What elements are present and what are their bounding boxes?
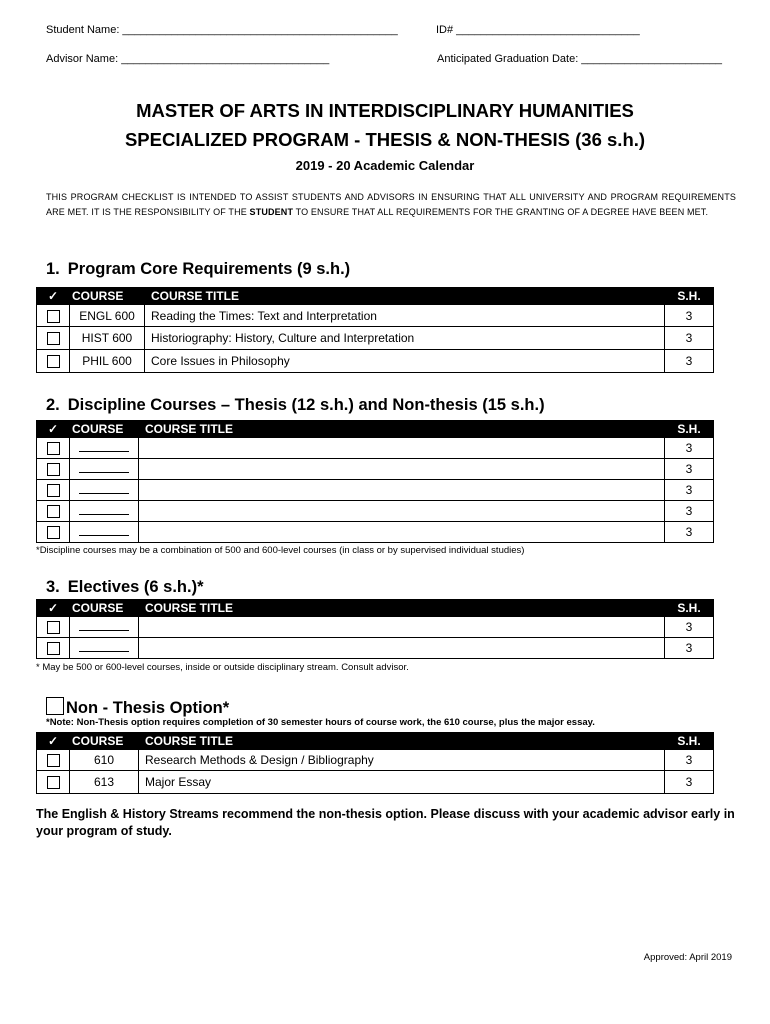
course-title: Reading the Times: Text and Interpretation	[145, 305, 665, 327]
check-header: ✓	[37, 733, 70, 750]
course-sh: 3	[665, 750, 714, 771]
intro-bold: STUDENT	[249, 207, 294, 217]
course-sh: 3	[665, 480, 714, 501]
section3-title: Electives (6 s.h.)*	[67, 578, 204, 596]
course-title-header: COURSE TITLE	[139, 600, 665, 617]
course-sh: 3	[665, 638, 714, 659]
checkbox[interactable]	[47, 355, 60, 368]
checkbox[interactable]	[47, 621, 60, 634]
check-header: ✓	[37, 288, 70, 305]
course-title-blank[interactable]	[139, 459, 665, 480]
course-code: ENGL 600	[70, 305, 145, 327]
table-row	[37, 750, 714, 771]
checkbox[interactable]	[47, 463, 60, 476]
intro-text-2: TO ENSURE THAT ALL REQUIREMENTS FOR THE GRANTING OF A DEGREE HAVE BEEN MET.	[295, 207, 709, 217]
table-header-row	[37, 733, 714, 750]
course-header: COURSE	[70, 288, 145, 305]
course-header: COURSE	[70, 421, 139, 438]
graduation-date-field[interactable]: Anticipated Graduation Date: _______________________	[437, 53, 723, 65]
course-title-blank[interactable]	[139, 617, 665, 638]
course-sh: 3	[665, 438, 714, 459]
check-header: ✓	[37, 421, 70, 438]
section2-heading	[46, 396, 545, 415]
checkbox-cell[interactable]	[37, 459, 70, 480]
sh-header: S.H.	[665, 733, 714, 750]
course-code: 610	[70, 750, 139, 771]
course-header: COURSE	[70, 600, 139, 617]
checkbox-cell[interactable]	[37, 480, 70, 501]
sh-header: S.H.	[665, 600, 714, 617]
course-title-header: COURSE TITLE	[145, 288, 665, 305]
table-header-row	[37, 600, 714, 617]
course-blank[interactable]	[70, 480, 139, 501]
checkbox[interactable]	[47, 484, 60, 497]
table-header-row	[37, 421, 714, 438]
course-sh: 3	[665, 501, 714, 522]
checkbox-cell[interactable]	[37, 617, 70, 638]
table-header-row	[37, 288, 714, 305]
table-row	[37, 438, 714, 459]
checkbox[interactable]	[47, 442, 60, 455]
sh-header: S.H.	[665, 421, 714, 438]
course-title-blank[interactable]	[139, 480, 665, 501]
section1-table	[36, 287, 714, 373]
checkbox-cell[interactable]	[37, 771, 70, 794]
course-blank[interactable]	[70, 438, 139, 459]
section3-heading	[46, 578, 204, 597]
checkbox-cell[interactable]	[37, 327, 70, 350]
section3-table	[36, 599, 714, 659]
checkbox-cell[interactable]	[37, 350, 70, 373]
course-sh: 3	[665, 522, 714, 543]
course-title-blank[interactable]	[139, 522, 665, 543]
checkbox[interactable]	[47, 526, 60, 539]
course-title-blank[interactable]	[139, 638, 665, 659]
checkbox[interactable]	[47, 332, 60, 345]
course-code: HIST 600	[70, 327, 145, 350]
document-title: MASTER OF ARTS IN INTERDISCIPLINARY HUMANITIES	[136, 100, 634, 121]
approved-date: Approved: April 2019	[643, 952, 732, 963]
course-title: Research Methods & Design / Bibliography	[139, 750, 665, 771]
course-title-header: COURSE TITLE	[139, 733, 665, 750]
table-row	[37, 617, 714, 638]
checkbox[interactable]	[47, 754, 60, 767]
table-row	[37, 501, 714, 522]
checkbox-cell[interactable]	[37, 750, 70, 771]
section2-table	[36, 420, 714, 543]
course-blank[interactable]	[70, 522, 139, 543]
checkbox[interactable]	[47, 776, 60, 789]
course-sh: 3	[665, 350, 714, 373]
section1-heading	[46, 260, 350, 279]
table-row	[37, 771, 714, 794]
section2-note: *Discipline courses may be a combination of 500 and 600-level courses (in class or by supervised individual studies)	[36, 545, 525, 556]
student-name-field[interactable]: Student Name: _____________________________________________	[46, 24, 398, 36]
section3-note: * May be 500 or 600-level courses, inside or outside disciplinary stream. Consult advisor.	[36, 662, 409, 673]
checkbox[interactable]	[47, 642, 60, 655]
course-sh: 3	[665, 771, 714, 794]
recommendation-note: The English & History Streams recommend the non-thesis option. Please discuss with your academic advisor early in your program of study.	[36, 807, 735, 838]
checkbox-cell[interactable]	[37, 438, 70, 459]
nonthesis-heading	[46, 697, 229, 718]
program-title: SPECIALIZED PROGRAM - THESIS & NON-THESIS (36 s.h.)	[124, 129, 646, 150]
table-row	[37, 327, 714, 350]
table-row	[37, 305, 714, 327]
course-blank[interactable]	[70, 459, 139, 480]
course-sh: 3	[665, 327, 714, 350]
table-row	[37, 350, 714, 373]
check-header: ✓	[37, 600, 70, 617]
section2-title: Discipline Courses – Thesis (12 s.h.) and Non-thesis (15 s.h.)	[67, 396, 545, 414]
checkbox[interactable]	[47, 505, 60, 518]
course-blank[interactable]	[70, 501, 139, 522]
intro-paragraph	[46, 190, 736, 220]
course-sh: 3	[665, 305, 714, 327]
course-code: PHIL 600	[70, 350, 145, 373]
table-row	[37, 459, 714, 480]
course-title-blank[interactable]	[139, 501, 665, 522]
academic-calendar: 2019 - 20 Academic Calendar	[295, 158, 475, 173]
table-row	[37, 638, 714, 659]
course-header: COURSE	[70, 733, 139, 750]
course-blank[interactable]	[70, 638, 139, 659]
course-title-header: COURSE TITLE	[139, 421, 665, 438]
advisor-name-field[interactable]: Advisor Name: __________________________________	[46, 53, 330, 65]
section2-number: 2.	[46, 396, 60, 414]
course-title: Core Issues in Philosophy	[145, 350, 665, 373]
intro-text-1: THIS PROGRAM CHECKLIST IS INTENDED TO ASSIST STUDENTS AND ADVISORS IN ENSURING THAT ALL UNIVERSITY AND PROGRAM REQUIREMENTS ARE MET. IT IS THE RESPONSIBILITY OF THE	[46, 192, 736, 217]
course-blank[interactable]	[70, 617, 139, 638]
checkbox-cell[interactable]	[37, 501, 70, 522]
course-sh: 3	[665, 617, 714, 638]
nonthesis-table	[36, 732, 714, 794]
nonthesis-note: *Note: Non-Thesis option requires completion of 30 semester hours of course work, the 610 course, plus the major essay.	[46, 717, 595, 728]
course-sh: 3	[665, 459, 714, 480]
checkbox[interactable]	[47, 310, 60, 323]
table-row	[37, 522, 714, 543]
checkbox-cell[interactable]	[37, 638, 70, 659]
checkbox-cell[interactable]	[37, 522, 70, 543]
course-title-blank[interactable]	[139, 438, 665, 459]
section3-number: 3.	[46, 578, 60, 596]
nonthesis-title: Non - Thesis Option*	[66, 699, 230, 717]
course-title: Historiography: History, Culture and Interpretation	[145, 327, 665, 350]
table-row	[37, 480, 714, 501]
course-code: 613	[70, 771, 139, 794]
section1-number: 1.	[46, 260, 60, 278]
checkbox-cell[interactable]	[37, 305, 70, 327]
sh-header: S.H.	[665, 288, 714, 305]
nonthesis-checkbox[interactable]	[46, 697, 64, 715]
course-title: Major Essay	[139, 771, 665, 794]
section1-title: Program Core Requirements (9 s.h.)	[67, 260, 351, 278]
student-id-field[interactable]: ID# ______________________________	[436, 24, 640, 36]
